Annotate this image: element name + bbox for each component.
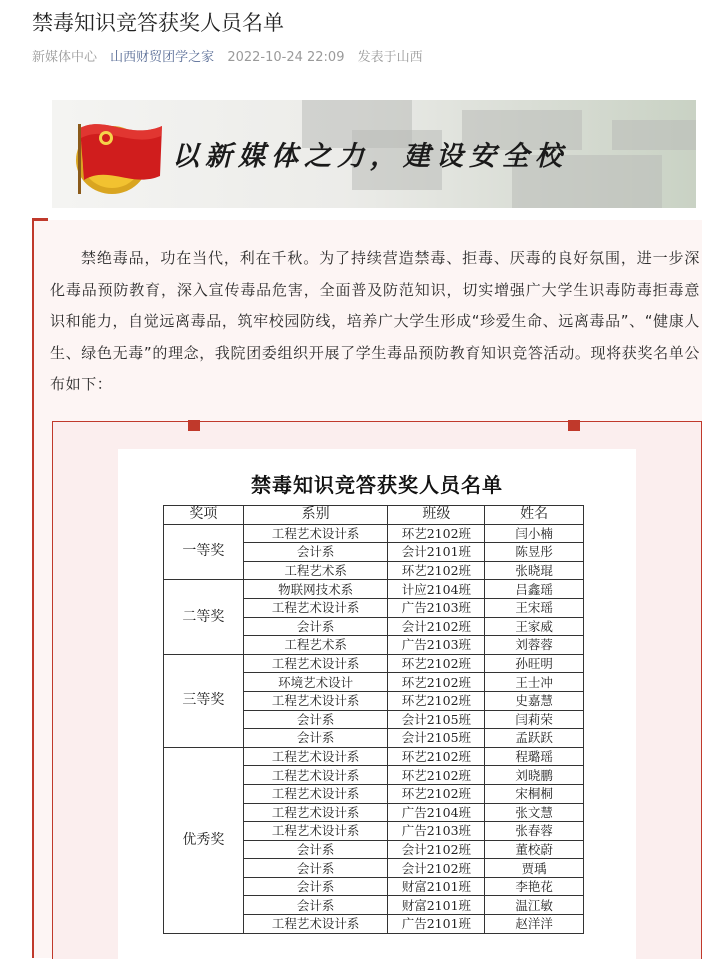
publish-location: 发表于山西: [357, 50, 423, 65]
name-cell: 刘蓉蓉: [485, 636, 584, 655]
class-cell: 广告2101班: [388, 915, 485, 934]
prize-cell: 优秀奖: [164, 747, 244, 933]
name-cell: 刘晓鹏: [485, 766, 584, 785]
department-cell: 会计系: [243, 877, 388, 896]
name-cell: 王士冲: [485, 673, 584, 692]
name-cell: 张文慧: [485, 803, 584, 822]
class-cell: 广告2104班: [388, 803, 485, 822]
class-cell: 环艺2102班: [388, 691, 485, 710]
name-cell: 张春蓉: [485, 822, 584, 841]
corner-decoration: [32, 218, 48, 231]
class-cell: 环艺2102班: [388, 561, 485, 580]
department-cell: 会计系: [243, 543, 388, 562]
header-banner-image: [52, 100, 696, 208]
department-cell: 工程艺术设计系: [243, 766, 388, 785]
department-cell: 会计系: [243, 840, 388, 859]
name-cell: 吕鑫瑶: [485, 580, 584, 599]
name-cell: 王家威: [485, 617, 584, 636]
class-cell: 广告2103班: [388, 636, 485, 655]
frame-tab-right: [568, 420, 580, 431]
class-cell: 会计2105班: [388, 729, 485, 748]
header-class: 班级: [388, 506, 485, 525]
name-cell: 赵洋洋: [485, 915, 584, 934]
name-cell: 董校蔚: [485, 840, 584, 859]
name-cell: 王宋瑶: [485, 598, 584, 617]
department-cell: 工程艺术设计系: [243, 803, 388, 822]
class-cell: 环艺2102班: [388, 673, 485, 692]
class-cell: 环艺2102班: [388, 784, 485, 803]
department-cell: 工程艺术系: [243, 636, 388, 655]
department-cell: 工程艺术系: [243, 561, 388, 580]
name-cell: 程璐瑶: [485, 747, 584, 766]
article-meta: [32, 48, 432, 68]
class-cell: 会计2102班: [388, 617, 485, 636]
department-cell: 工程艺术设计系: [243, 822, 388, 841]
class-cell: 会计2102班: [388, 859, 485, 878]
prize-cell: 二等奖: [164, 580, 244, 654]
prize-cell: 三等奖: [164, 654, 244, 747]
award-table: [163, 505, 584, 934]
header-prize: 奖项: [164, 506, 244, 525]
class-cell: 环艺2102班: [388, 654, 485, 673]
name-cell: 宋桐桐: [485, 784, 584, 803]
class-cell: 计应2104班: [388, 580, 485, 599]
class-cell: 会计2105班: [388, 710, 485, 729]
article-source: 新媒体中心: [32, 50, 98, 65]
department-cell: 工程艺术设计系: [243, 784, 388, 803]
name-cell: 陈昱彤: [485, 543, 584, 562]
name-cell: 李艳花: [485, 877, 584, 896]
award-list-title: 禁毒知识竞答获奖人员名单: [251, 473, 503, 497]
department-cell: 会计系: [243, 729, 388, 748]
table-header-row: [164, 506, 584, 525]
department-cell: 环境艺术设计: [243, 673, 388, 692]
name-cell: 孙旺明: [485, 654, 584, 673]
table-row: [164, 654, 584, 673]
intro-paragraph: 禁绝毒品，功在当代，利在千秋。为了持续营造禁毒、拒毒、厌毒的良好氛围，进一步深化毒品预防教育，深入宣传毒品危害，全面普及防范知识，切实增强广大学生识毒防毒拒毒意识和能力，自觉远离毒品，筑牢校园防线，培养广大学生形成“珍爱生命、远离毒品”、“健康人生、绿色无毒”的理念，我院团委组织开展了学生毒品预防教育知识竞答活动。现将获奖名单公布如下：: [50, 249, 700, 393]
award-list-image: [118, 449, 636, 959]
department-cell: 会计系: [243, 617, 388, 636]
department-cell: 工程艺术设计系: [243, 524, 388, 543]
class-cell: 环艺2102班: [388, 766, 485, 785]
class-cell: 环艺2102班: [388, 524, 485, 543]
table-row: [164, 747, 584, 766]
department-cell: 会计系: [243, 896, 388, 915]
class-cell: 财富2101班: [388, 896, 485, 915]
department-cell: 工程艺术设计系: [243, 654, 388, 673]
table-row: [164, 524, 584, 543]
award-table-body: [164, 524, 584, 933]
class-cell: 财富2101班: [388, 877, 485, 896]
class-cell: 会计2101班: [388, 543, 485, 562]
frame-tab-left: [188, 420, 200, 431]
department-cell: 会计系: [243, 710, 388, 729]
department-cell: 工程艺术设计系: [243, 598, 388, 617]
award-image-frame: [52, 421, 702, 959]
department-cell: 工程艺术设计系: [243, 691, 388, 710]
class-cell: 广告2103班: [388, 822, 485, 841]
name-cell: 孟跃跃: [485, 729, 584, 748]
name-cell: 贾瑀: [485, 859, 584, 878]
table-row: [164, 580, 584, 599]
class-cell: 广告2103班: [388, 598, 485, 617]
header-department: 系别: [243, 506, 388, 525]
name-cell: 闫莉荣: [485, 710, 584, 729]
article-content: [32, 220, 702, 958]
name-cell: 史嘉慧: [485, 691, 584, 710]
header-name: 姓名: [485, 506, 584, 525]
article-title: 禁毒知识竞答获奖人员名单: [32, 11, 284, 35]
publish-datetime: 2022-10-24 22:09: [227, 50, 345, 65]
name-cell: 张晓琨: [485, 561, 584, 580]
class-cell: 会计2102班: [388, 840, 485, 859]
account-name-link[interactable]: 山西财贸团学之家: [110, 50, 215, 65]
department-cell: 物联网技术系: [243, 580, 388, 599]
department-cell: 工程艺术设计系: [243, 747, 388, 766]
youth-league-flag-icon: [70, 110, 170, 200]
department-cell: 会计系: [243, 859, 388, 878]
name-cell: 闫小楠: [485, 524, 584, 543]
name-cell: 温江敏: [485, 896, 584, 915]
prize-cell: 一等奖: [164, 524, 244, 580]
department-cell: 工程艺术设计系: [243, 915, 388, 934]
class-cell: 环艺2102班: [388, 747, 485, 766]
banner-slogan: 以新媒体之力，建设安全校: [172, 141, 568, 172]
